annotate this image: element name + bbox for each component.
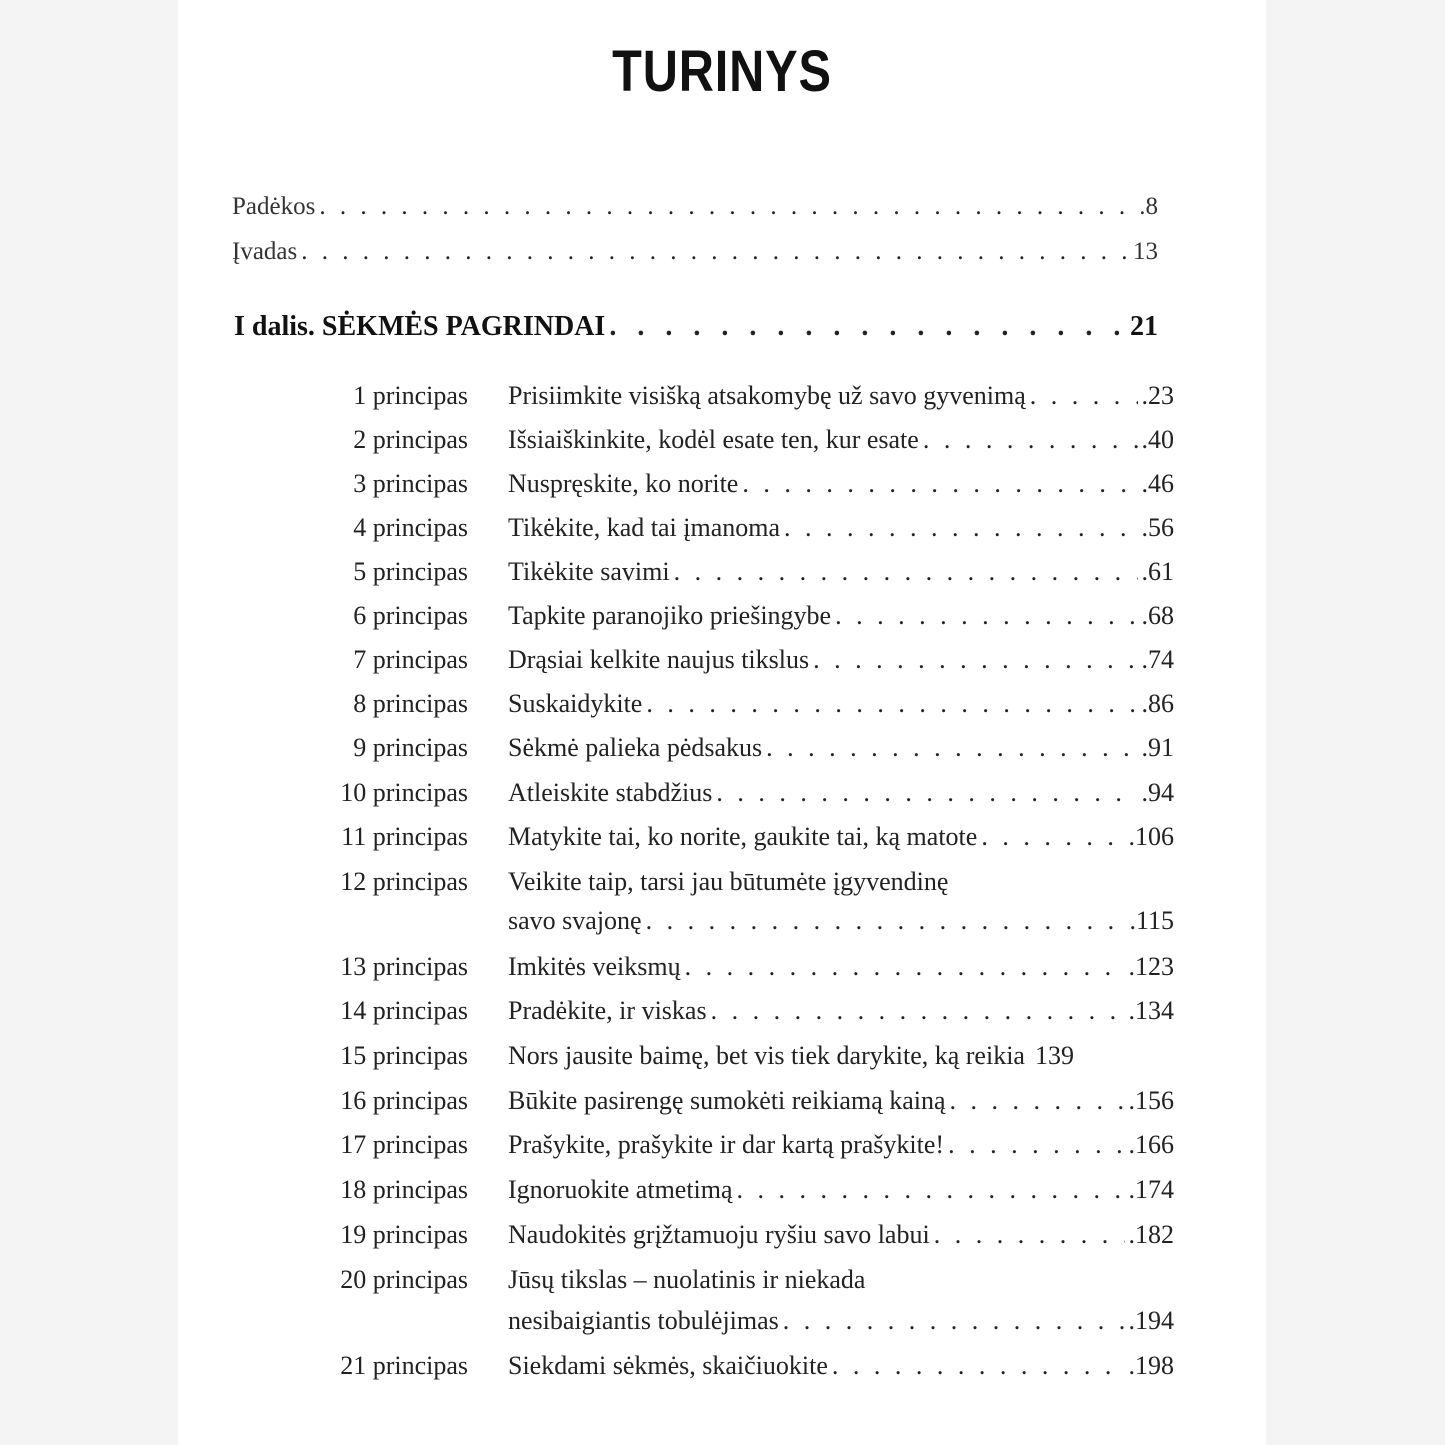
principle-entry bbox=[508, 425, 1174, 455]
principle-page: .134 bbox=[1128, 996, 1174, 1025]
principle-number: 10 principas bbox=[340, 778, 468, 807]
dot-leader bbox=[784, 513, 1138, 543]
principle-number: 18 principas bbox=[340, 1175, 468, 1204]
principle-title: Nuspręskite, ko norite bbox=[508, 469, 739, 498]
dot-leader bbox=[835, 601, 1137, 631]
dot-leader bbox=[301, 237, 1129, 267]
principle-number: 11 principas bbox=[341, 822, 468, 851]
principle-title-line1: Veikite taip, tarsi jau būtumėte įgyvendinę bbox=[508, 867, 949, 896]
dot-leader bbox=[646, 689, 1137, 719]
principle-entry bbox=[508, 906, 1174, 936]
principle-title: Nors jausite baimę, bet vis tiek darykite, ką reikia bbox=[508, 1041, 1025, 1070]
principle-entry bbox=[508, 822, 1174, 852]
principle-title: Ignoruokite atmetimą bbox=[508, 1175, 733, 1204]
principle-entry bbox=[508, 645, 1174, 675]
principle-page: .166 bbox=[1128, 1130, 1174, 1159]
principle-number: 8 principas bbox=[353, 689, 468, 718]
part-label: I dalis. SĖKMĖS PAGRINDAI bbox=[234, 311, 606, 342]
principle-number: 21 principas bbox=[340, 1351, 468, 1380]
dot-leader bbox=[981, 822, 1124, 852]
toc-entry-acknowledgements bbox=[232, 192, 1158, 222]
principle-title: Pradėkite, ir viskas bbox=[508, 996, 707, 1025]
dot-leader bbox=[716, 778, 1137, 808]
principle-entry bbox=[508, 778, 1174, 808]
principle-entry bbox=[508, 557, 1174, 587]
dot-leader bbox=[950, 1086, 1125, 1116]
principle-number: 16 principas bbox=[340, 1086, 468, 1115]
principle-entry bbox=[508, 952, 1174, 982]
principle-page: .40 bbox=[1141, 425, 1174, 454]
principle-entry bbox=[508, 469, 1174, 499]
entry-page: .8 bbox=[1139, 193, 1158, 220]
dot-leader bbox=[711, 996, 1125, 1026]
book-page bbox=[178, 0, 1266, 1445]
principle-title: Atleiskite stabdžius bbox=[508, 778, 713, 807]
part-page: 21 bbox=[1130, 311, 1158, 342]
principle-page: .23 bbox=[1141, 381, 1174, 410]
principle-page: .156 bbox=[1128, 1086, 1174, 1115]
principle-entry bbox=[508, 381, 1174, 411]
principle-page: .106 bbox=[1128, 822, 1174, 851]
principle-number: 3 principas bbox=[353, 469, 468, 498]
principle-title: Prisiimkite visišką atsakomybę už savo gyvenimą bbox=[508, 381, 1026, 410]
principle-page: 139 bbox=[1034, 1041, 1074, 1070]
principle-number: 17 principas bbox=[340, 1130, 468, 1159]
principle-entry bbox=[508, 601, 1174, 631]
principle-number: 5 principas bbox=[353, 557, 468, 586]
entry-page: 13 bbox=[1133, 238, 1158, 265]
dot-leader bbox=[609, 312, 1126, 342]
principle-entry bbox=[508, 1086, 1174, 1116]
dot-leader bbox=[674, 557, 1138, 587]
principle-title: Matykite tai, ko norite, gaukite tai, ką matote bbox=[508, 822, 978, 851]
page-title: TURINYS bbox=[612, 39, 832, 104]
principle-entry bbox=[508, 1175, 1174, 1205]
principle-page: .123 bbox=[1128, 952, 1174, 981]
principle-title: Naudokitės grįžtamuoju ryšiu savo labui bbox=[508, 1220, 930, 1249]
principle-title: Sėkmė palieka pėdsakus bbox=[508, 733, 763, 762]
principle-page: .56 bbox=[1141, 513, 1174, 542]
principle-title: Tikėkite savimi bbox=[508, 557, 670, 586]
principle-number: 15 principas bbox=[340, 1041, 468, 1070]
principle-title: Prašykite, prašykite ir dar kartą prašykite! bbox=[508, 1130, 945, 1159]
dot-leader bbox=[319, 192, 1135, 222]
dot-leader bbox=[934, 1220, 1125, 1250]
principle-page: .115 bbox=[1129, 906, 1174, 935]
dot-leader bbox=[685, 952, 1125, 982]
dot-leader bbox=[1030, 381, 1138, 411]
dot-leader bbox=[646, 906, 1126, 936]
entry-label: Padėkos bbox=[232, 193, 316, 220]
principle-title: Suskaidykite bbox=[508, 689, 643, 718]
principle-number: 4 principas bbox=[353, 513, 468, 542]
principle-entry bbox=[508, 513, 1174, 543]
principle-number: 12 principas bbox=[340, 867, 468, 896]
principle-entry bbox=[508, 1351, 1174, 1381]
principle-number: 19 principas bbox=[340, 1220, 468, 1249]
principle-title: Tikėkite, kad tai įmanoma bbox=[508, 513, 780, 542]
principle-entry bbox=[508, 733, 1174, 763]
principle-entry bbox=[508, 1220, 1174, 1250]
toc-part-heading bbox=[234, 312, 1158, 342]
principle-page: .94 bbox=[1141, 778, 1174, 807]
principle-title: Drąsiai kelkite naujus tikslus bbox=[508, 645, 810, 674]
toc-entry-introduction bbox=[232, 237, 1158, 267]
principle-page: .68 bbox=[1141, 601, 1174, 630]
dot-leader bbox=[766, 733, 1137, 763]
principle-page: .46 bbox=[1141, 469, 1174, 498]
principle-title: Išsiaiškinkite, kodėl esate ten, kur esate bbox=[508, 425, 919, 454]
principle-number: 14 principas bbox=[340, 996, 468, 1025]
principle-title: savo svajonę bbox=[508, 906, 642, 935]
principle-page: .86 bbox=[1141, 689, 1174, 718]
principle-title: nesibaigiantis tobulėjimas bbox=[508, 1306, 779, 1335]
principle-page: .174 bbox=[1128, 1175, 1174, 1204]
principle-entry bbox=[508, 996, 1174, 1026]
principle-number: 2 principas bbox=[353, 425, 468, 454]
principle-title-line1: Jūsų tikslas – nuolatinis ir niekada bbox=[508, 1265, 866, 1294]
principle-number: 7 principas bbox=[353, 645, 468, 674]
dot-leader bbox=[813, 645, 1137, 675]
principle-title: Siekdami sėkmės, skaičiuokite bbox=[508, 1351, 828, 1380]
principle-page: .194 bbox=[1128, 1306, 1174, 1335]
principle-entry bbox=[508, 1130, 1174, 1160]
entry-label: Įvadas bbox=[232, 238, 298, 265]
principle-page: .91 bbox=[1141, 733, 1174, 762]
principle-number: 6 principas bbox=[353, 601, 468, 630]
principle-number: 13 principas bbox=[340, 952, 468, 981]
principle-number: 9 principas bbox=[353, 733, 468, 762]
dot-leader bbox=[923, 425, 1138, 455]
principle-title: Tapkite paranojiko priešingybe bbox=[508, 601, 832, 630]
principle-page: .74 bbox=[1141, 645, 1174, 674]
principle-page: .61 bbox=[1141, 557, 1174, 586]
principle-entry bbox=[508, 1041, 1174, 1071]
principle-title: Būkite pasirengę sumokėti reikiamą kainą bbox=[508, 1086, 946, 1115]
principle-page: .182 bbox=[1128, 1220, 1174, 1249]
dot-leader bbox=[783, 1306, 1125, 1336]
principle-number: 20 principas bbox=[340, 1265, 468, 1294]
principle-number: 1 principas bbox=[353, 381, 468, 410]
dot-leader bbox=[832, 1351, 1125, 1381]
dot-leader bbox=[948, 1130, 1124, 1160]
dot-leader bbox=[737, 1175, 1125, 1205]
principle-page: .198 bbox=[1128, 1351, 1174, 1380]
principle-entry bbox=[508, 689, 1174, 719]
principle-entry bbox=[508, 1306, 1174, 1336]
principle-title: Imkitės veiksmų bbox=[508, 952, 681, 981]
dot-leader bbox=[742, 469, 1137, 499]
